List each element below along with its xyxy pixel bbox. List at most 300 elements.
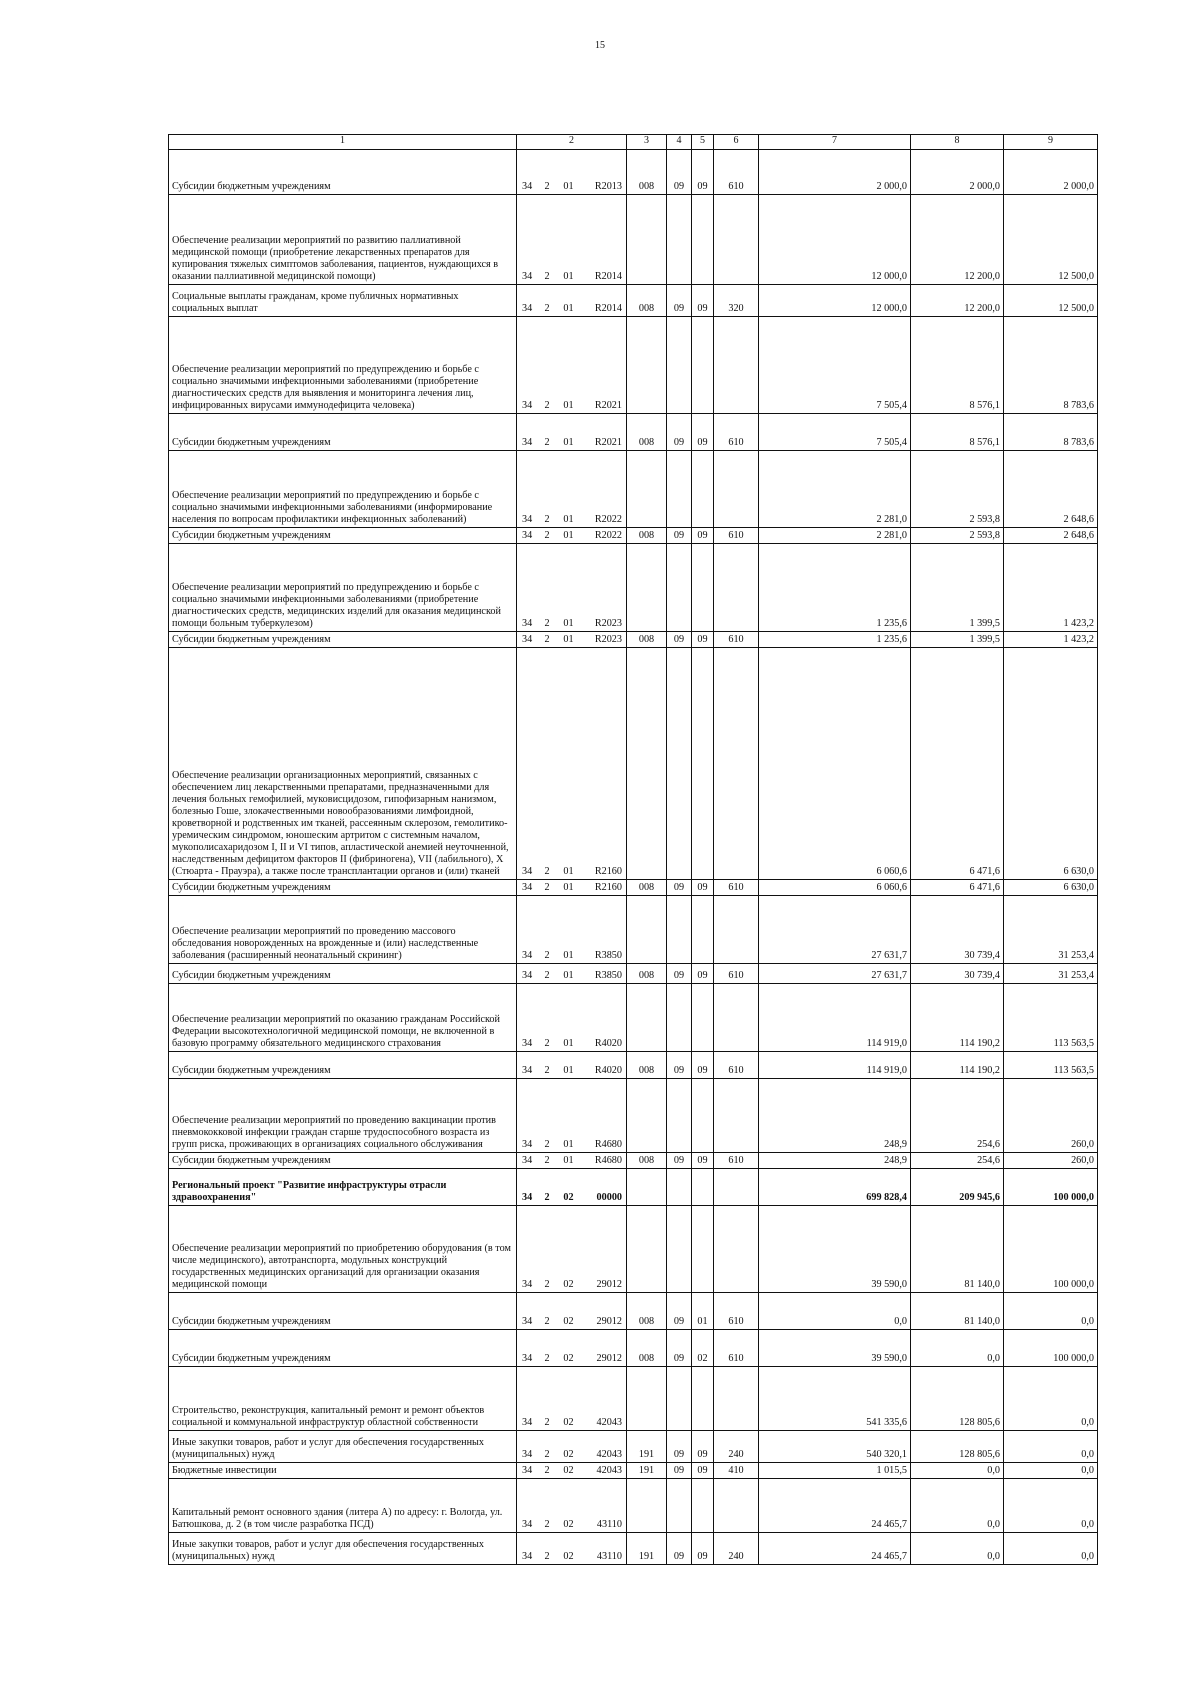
expense-type-cell: 320: [714, 285, 759, 317]
subsection-cell: [692, 544, 714, 632]
subsection-cell: [692, 984, 714, 1052]
budget-table: [168, 134, 1098, 1565]
table-row: [169, 964, 1098, 984]
code-direction-cell: R2022: [583, 451, 627, 528]
expense-type-cell: 610: [714, 632, 759, 648]
code-event-cell: 01: [555, 1153, 583, 1169]
amount-year1-cell: 2 281,0: [759, 451, 911, 528]
code-subprogram-cell: 2: [540, 1479, 555, 1533]
amount-year2-cell: 2 593,8: [911, 528, 1004, 544]
table-row: [169, 984, 1098, 1052]
amount-year2-cell: 8 576,1: [911, 414, 1004, 451]
expense-type-cell: 610: [714, 1052, 759, 1079]
ministry-cell: 008: [627, 285, 667, 317]
amount-year1-cell: 541 335,6: [759, 1367, 911, 1431]
amount-year3-cell: 8 783,6: [1004, 317, 1098, 414]
amount-year2-cell: 114 190,2: [911, 984, 1004, 1052]
code-subprogram-cell: 2: [540, 1169, 555, 1206]
amount-year2-cell: 1 399,5: [911, 632, 1004, 648]
code-direction-cell: R3850: [583, 964, 627, 984]
table-row: [169, 1079, 1098, 1153]
row-name-cell: Обеспечение реализации мероприятий по приобретению оборудования (в том числе медицинского), автотранспорта, модульных конструкций государственных медицинских организаций для организации оказания медицинской помощи: [169, 1206, 517, 1293]
amount-year1-cell: 27 631,7: [759, 896, 911, 964]
section-cell: [667, 648, 692, 880]
section-cell: [667, 1479, 692, 1533]
subsection-cell: 09: [692, 285, 714, 317]
code-subprogram-cell: 2: [540, 414, 555, 451]
ministry-cell: 008: [627, 150, 667, 195]
section-cell: [667, 1169, 692, 1206]
subsection-cell: [692, 896, 714, 964]
code-program-cell: 34: [517, 984, 540, 1052]
header-cell-9: 9: [1004, 135, 1098, 150]
code-direction-cell: R4020: [583, 984, 627, 1052]
amount-year3-cell: 113 563,5: [1004, 984, 1098, 1052]
expense-type-cell: [714, 1079, 759, 1153]
code-event-cell: 02: [555, 1533, 583, 1565]
amount-year2-cell: 1 399,5: [911, 544, 1004, 632]
code-direction-cell: R4020: [583, 1052, 627, 1079]
section-cell: 09: [667, 1293, 692, 1330]
code-event-cell: 02: [555, 1330, 583, 1367]
expense-type-cell: 610: [714, 1153, 759, 1169]
row-name-cell: Обеспечение реализации организационных мероприятий, связанных с обеспечением лиц лекарственными препаратами, предназначенными для лечения больных гемофилией, муковисцидозом, гипофизарным нанизмом, болезнью Гоше, злокачественными новообразованиями лимфоидной, кроветворной и родственных им тканей, рассеянным склерозом, гемолитико-уремическим синдромом, юношеским артритом с системным началом, мукополисахаридозом I, II и VI типов, апластической анемией неуточненной, наследственным дефицитом факторов II (фибриногена), VII (лабильного), X (Стюарта - Прауэра), а также после трансплантации органов и (или) тканей: [169, 648, 517, 880]
table-row: [169, 1463, 1098, 1479]
row-name-cell: Обеспечение реализации мероприятий по развитию паллиативной медицинской помощи (приобретение лекарственных препаратов для купирования тяжелых симптомов заболевания, пациентов, нуждающихся в оказании паллиативной медицинской помощи): [169, 195, 517, 285]
code-subprogram-cell: 2: [540, 1293, 555, 1330]
row-name-cell: Строительство, реконструкция, капитальный ремонт и ремонт объектов социальной и коммунальной инфраструктур областной собственности: [169, 1367, 517, 1431]
code-program-cell: 34: [517, 964, 540, 984]
amount-year2-cell: 254,6: [911, 1079, 1004, 1153]
code-direction-cell: R2160: [583, 880, 627, 896]
amount-year1-cell: 12 000,0: [759, 285, 911, 317]
amount-year2-cell: 30 739,4: [911, 896, 1004, 964]
section-cell: 09: [667, 414, 692, 451]
code-subprogram-cell: 2: [540, 1533, 555, 1565]
code-event-cell: 01: [555, 880, 583, 896]
row-name-cell: Субсидии бюджетным учреждениям: [169, 964, 517, 984]
code-direction-cell: R2014: [583, 285, 627, 317]
row-name-cell: Иные закупки товаров, работ и услуг для обеспечения государственных (муниципальных) нужд: [169, 1431, 517, 1463]
code-event-cell: 01: [555, 544, 583, 632]
ministry-cell: 191: [627, 1463, 667, 1479]
code-direction-cell: 42043: [583, 1463, 627, 1479]
code-subprogram-cell: 2: [540, 964, 555, 984]
row-name-cell: Обеспечение реализации мероприятий по проведению массового обследования новорожденных на врожденные и (или) наследственные заболевания (расширенный неонатальный скрининг): [169, 896, 517, 964]
amount-year2-cell: 0,0: [911, 1330, 1004, 1367]
table-row: [169, 1206, 1098, 1293]
code-direction-cell: R2022: [583, 528, 627, 544]
section-cell: 09: [667, 150, 692, 195]
table-row: [169, 648, 1098, 880]
code-event-cell: 02: [555, 1206, 583, 1293]
code-program-cell: 34: [517, 285, 540, 317]
ministry-cell: 191: [627, 1431, 667, 1463]
table-row: [169, 1169, 1098, 1206]
subsection-cell: 09: [692, 150, 714, 195]
subsection-cell: [692, 1367, 714, 1431]
row-name-cell: Субсидии бюджетным учреждениям: [169, 1293, 517, 1330]
amount-year3-cell: 1 423,2: [1004, 632, 1098, 648]
amount-year3-cell: 1 423,2: [1004, 544, 1098, 632]
ministry-cell: [627, 1367, 667, 1431]
code-subprogram-cell: 2: [540, 1431, 555, 1463]
section-cell: 09: [667, 1153, 692, 1169]
expense-type-cell: [714, 648, 759, 880]
code-event-cell: 01: [555, 528, 583, 544]
code-subprogram-cell: 2: [540, 1330, 555, 1367]
code-subprogram-cell: 2: [540, 632, 555, 648]
expense-type-cell: 610: [714, 964, 759, 984]
code-subprogram-cell: 2: [540, 544, 555, 632]
code-program-cell: 34: [517, 1169, 540, 1206]
code-direction-cell: R2021: [583, 317, 627, 414]
section-cell: 09: [667, 285, 692, 317]
amount-year1-cell: 540 320,1: [759, 1431, 911, 1463]
code-event-cell: 01: [555, 896, 583, 964]
expense-type-cell: 610: [714, 880, 759, 896]
section-cell: 09: [667, 880, 692, 896]
table-row: [169, 150, 1098, 195]
amount-year3-cell: 6 630,0: [1004, 648, 1098, 880]
code-direction-cell: R2021: [583, 414, 627, 451]
ministry-cell: 008: [627, 880, 667, 896]
code-program-cell: 34: [517, 1206, 540, 1293]
amount-year1-cell: 699 828,4: [759, 1169, 911, 1206]
code-program-cell: 34: [517, 1533, 540, 1565]
amount-year1-cell: 1 015,5: [759, 1463, 911, 1479]
section-cell: [667, 195, 692, 285]
amount-year1-cell: 7 505,4: [759, 317, 911, 414]
code-subprogram-cell: 2: [540, 648, 555, 880]
ministry-cell: 008: [627, 1153, 667, 1169]
amount-year2-cell: 6 471,6: [911, 648, 1004, 880]
code-direction-cell: R4680: [583, 1079, 627, 1153]
code-program-cell: 34: [517, 632, 540, 648]
table-row: [169, 1330, 1098, 1367]
ministry-cell: [627, 1206, 667, 1293]
code-event-cell: 01: [555, 648, 583, 880]
header-cell-5: 5: [692, 135, 714, 150]
code-program-cell: 34: [517, 1463, 540, 1479]
subsection-cell: [692, 1206, 714, 1293]
amount-year2-cell: 81 140,0: [911, 1206, 1004, 1293]
code-program-cell: 34: [517, 880, 540, 896]
code-direction-cell: R2023: [583, 544, 627, 632]
amount-year1-cell: 2 000,0: [759, 150, 911, 195]
subsection-cell: [692, 195, 714, 285]
expense-type-cell: 610: [714, 414, 759, 451]
amount-year3-cell: 113 563,5: [1004, 1052, 1098, 1079]
amount-year1-cell: 114 919,0: [759, 984, 911, 1052]
amount-year1-cell: 248,9: [759, 1153, 911, 1169]
ministry-cell: 008: [627, 528, 667, 544]
code-program-cell: 34: [517, 1293, 540, 1330]
code-subprogram-cell: 2: [540, 1153, 555, 1169]
expense-type-cell: [714, 1169, 759, 1206]
code-event-cell: 01: [555, 984, 583, 1052]
ministry-cell: [627, 195, 667, 285]
table-row: [169, 880, 1098, 896]
code-event-cell: 01: [555, 414, 583, 451]
amount-year1-cell: 1 235,6: [759, 544, 911, 632]
header-cell-2: 2: [517, 135, 627, 150]
amount-year1-cell: 0,0: [759, 1293, 911, 1330]
section-cell: 09: [667, 1533, 692, 1565]
subsection-cell: [692, 317, 714, 414]
row-name-cell: Обеспечение реализации мероприятий по оказанию гражданам Российской Федерации высокотехнологичной медицинской помощи, не включенной в базовую программу обязательного медицинского страхования: [169, 984, 517, 1052]
amount-year1-cell: 27 631,7: [759, 964, 911, 984]
amount-year2-cell: 2 000,0: [911, 150, 1004, 195]
code-subprogram-cell: 2: [540, 317, 555, 414]
amount-year3-cell: 100 000,0: [1004, 1169, 1098, 1206]
ministry-cell: [627, 451, 667, 528]
table-row: [169, 632, 1098, 648]
code-direction-cell: 43110: [583, 1479, 627, 1533]
header-cell-4: 4: [667, 135, 692, 150]
ministry-cell: [627, 984, 667, 1052]
amount-year3-cell: 260,0: [1004, 1079, 1098, 1153]
subsection-cell: [692, 1169, 714, 1206]
code-event-cell: 02: [555, 1431, 583, 1463]
code-subprogram-cell: 2: [540, 528, 555, 544]
code-program-cell: 34: [517, 150, 540, 195]
code-direction-cell: 00000: [583, 1169, 627, 1206]
expense-type-cell: [714, 544, 759, 632]
section-cell: [667, 1206, 692, 1293]
table-row: [169, 195, 1098, 285]
subsection-cell: 01: [692, 1293, 714, 1330]
row-name-cell: Субсидии бюджетным учреждениям: [169, 880, 517, 896]
row-name-cell: Обеспечение реализации мероприятий по предупреждению и борьбе с социально значимыми инфекционными заболеваниями (приобретение диагностических средств для выявления и мониторинга лечения лиц, инфицированных вирусами иммунодефицита человека): [169, 317, 517, 414]
header-cell-6: 6: [714, 135, 759, 150]
ministry-cell: 008: [627, 1330, 667, 1367]
code-program-cell: 34: [517, 648, 540, 880]
code-program-cell: 34: [517, 896, 540, 964]
amount-year1-cell: 248,9: [759, 1079, 911, 1153]
amount-year2-cell: 6 471,6: [911, 880, 1004, 896]
amount-year2-cell: 128 805,6: [911, 1367, 1004, 1431]
subsection-cell: [692, 648, 714, 880]
subsection-cell: 09: [692, 1052, 714, 1079]
amount-year2-cell: 81 140,0: [911, 1293, 1004, 1330]
code-event-cell: 02: [555, 1463, 583, 1479]
ministry-cell: [627, 1479, 667, 1533]
amount-year3-cell: 100 000,0: [1004, 1206, 1098, 1293]
amount-year1-cell: 114 919,0: [759, 1052, 911, 1079]
code-subprogram-cell: 2: [540, 1367, 555, 1431]
section-cell: 09: [667, 1431, 692, 1463]
code-event-cell: 01: [555, 451, 583, 528]
code-direction-cell: R2014: [583, 195, 627, 285]
amount-year2-cell: 12 200,0: [911, 195, 1004, 285]
amount-year2-cell: 0,0: [911, 1463, 1004, 1479]
code-event-cell: 02: [555, 1479, 583, 1533]
code-program-cell: 34: [517, 451, 540, 528]
amount-year2-cell: 2 593,8: [911, 451, 1004, 528]
code-program-cell: 34: [517, 528, 540, 544]
code-direction-cell: R2160: [583, 648, 627, 880]
code-program-cell: 34: [517, 317, 540, 414]
table-row: [169, 1479, 1098, 1533]
subsection-cell: [692, 451, 714, 528]
section-cell: 09: [667, 632, 692, 648]
ministry-cell: 008: [627, 964, 667, 984]
code-direction-cell: 43110: [583, 1533, 627, 1565]
amount-year1-cell: 12 000,0: [759, 195, 911, 285]
amount-year1-cell: 2 281,0: [759, 528, 911, 544]
table-row: [169, 1052, 1098, 1079]
header-cell-8: 8: [911, 135, 1004, 150]
code-program-cell: 34: [517, 1431, 540, 1463]
expense-type-cell: [714, 195, 759, 285]
ministry-cell: 191: [627, 1533, 667, 1565]
amount-year3-cell: 0,0: [1004, 1533, 1098, 1565]
subsection-cell: 09: [692, 1533, 714, 1565]
section-cell: 09: [667, 528, 692, 544]
expense-type-cell: 610: [714, 1293, 759, 1330]
code-subprogram-cell: 2: [540, 1052, 555, 1079]
table-row: [169, 414, 1098, 451]
table-row: [169, 1293, 1098, 1330]
expense-type-cell: [714, 896, 759, 964]
code-event-cell: 01: [555, 285, 583, 317]
amount-year3-cell: 0,0: [1004, 1431, 1098, 1463]
table-row: [169, 317, 1098, 414]
table-row: [169, 1153, 1098, 1169]
section-cell: [667, 984, 692, 1052]
expense-type-cell: 240: [714, 1431, 759, 1463]
row-name-cell: Бюджетные инвестиции: [169, 1463, 517, 1479]
section-cell: [667, 896, 692, 964]
code-event-cell: 01: [555, 317, 583, 414]
subsection-cell: [692, 1079, 714, 1153]
code-subprogram-cell: 2: [540, 150, 555, 195]
expense-type-cell: [714, 317, 759, 414]
amount-year2-cell: 128 805,6: [911, 1431, 1004, 1463]
amount-year3-cell: 31 253,4: [1004, 896, 1098, 964]
subsection-cell: 09: [692, 880, 714, 896]
code-program-cell: 34: [517, 544, 540, 632]
code-subprogram-cell: 2: [540, 285, 555, 317]
section-cell: [667, 451, 692, 528]
subsection-cell: 09: [692, 414, 714, 451]
amount-year3-cell: 6 630,0: [1004, 880, 1098, 896]
row-name-cell: Субсидии бюджетным учреждениям: [169, 528, 517, 544]
amount-year3-cell: 0,0: [1004, 1463, 1098, 1479]
amount-year3-cell: 2 648,6: [1004, 451, 1098, 528]
row-name-cell: Обеспечение реализации мероприятий по проведению вакцинации против пневмококковой инфекции граждан старше трудоспособного возраста из групп риска, проживающих в организациях социального обслуживания: [169, 1079, 517, 1153]
code-program-cell: 34: [517, 1052, 540, 1079]
header-cell-1: 1: [169, 135, 517, 150]
ministry-cell: 008: [627, 1293, 667, 1330]
code-program-cell: 34: [517, 1330, 540, 1367]
code-direction-cell: R2023: [583, 632, 627, 648]
subsection-cell: 09: [692, 1463, 714, 1479]
amount-year2-cell: 12 200,0: [911, 285, 1004, 317]
expense-type-cell: [714, 451, 759, 528]
section-cell: [667, 544, 692, 632]
amount-year3-cell: 8 783,6: [1004, 414, 1098, 451]
code-direction-cell: R3850: [583, 896, 627, 964]
expense-type-cell: 610: [714, 528, 759, 544]
code-program-cell: 34: [517, 1153, 540, 1169]
section-cell: [667, 317, 692, 414]
ministry-cell: 008: [627, 632, 667, 648]
code-event-cell: 01: [555, 1052, 583, 1079]
code-program-cell: 34: [517, 1079, 540, 1153]
amount-year1-cell: 7 505,4: [759, 414, 911, 451]
code-program-cell: 34: [517, 1367, 540, 1431]
section-cell: [667, 1079, 692, 1153]
code-subprogram-cell: 2: [540, 896, 555, 964]
subsection-cell: 09: [692, 528, 714, 544]
amount-year1-cell: 6 060,6: [759, 880, 911, 896]
code-event-cell: 01: [555, 964, 583, 984]
amount-year3-cell: 0,0: [1004, 1293, 1098, 1330]
table-row: [169, 528, 1098, 544]
code-program-cell: 34: [517, 195, 540, 285]
amount-year3-cell: 31 253,4: [1004, 964, 1098, 984]
amount-year2-cell: 30 739,4: [911, 964, 1004, 984]
amount-year1-cell: 1 235,6: [759, 632, 911, 648]
code-program-cell: 34: [517, 1479, 540, 1533]
amount-year3-cell: 100 000,0: [1004, 1330, 1098, 1367]
code-event-cell: 02: [555, 1169, 583, 1206]
code-subprogram-cell: 2: [540, 1079, 555, 1153]
code-event-cell: 02: [555, 1367, 583, 1431]
table-row: [169, 896, 1098, 964]
row-name-cell: Субсидии бюджетным учреждениям: [169, 1153, 517, 1169]
ministry-cell: [627, 1169, 667, 1206]
code-subprogram-cell: 2: [540, 984, 555, 1052]
expense-type-cell: 240: [714, 1533, 759, 1565]
row-name-cell: Субсидии бюджетным учреждениям: [169, 1052, 517, 1079]
code-event-cell: 01: [555, 150, 583, 195]
table-row: [169, 1533, 1098, 1565]
code-direction-cell: 29012: [583, 1330, 627, 1367]
amount-year3-cell: 260,0: [1004, 1153, 1098, 1169]
code-direction-cell: R2013: [583, 150, 627, 195]
ministry-cell: [627, 1079, 667, 1153]
amount-year1-cell: 39 590,0: [759, 1330, 911, 1367]
amount-year2-cell: 0,0: [911, 1479, 1004, 1533]
row-name-cell: Иные закупки товаров, работ и услуг для обеспечения государственных (муниципальных) нужд: [169, 1533, 517, 1565]
amount-year2-cell: 0,0: [911, 1533, 1004, 1565]
code-event-cell: 02: [555, 1293, 583, 1330]
ministry-cell: [627, 544, 667, 632]
row-name-cell: Обеспечение реализации мероприятий по предупреждению и борьбе с социально значимыми инфекционными заболеваниями (информирование населения по вопросам профилактики инфекционных заболеваний): [169, 451, 517, 528]
code-subprogram-cell: 2: [540, 195, 555, 285]
section-cell: 09: [667, 1463, 692, 1479]
code-direction-cell: R4680: [583, 1153, 627, 1169]
row-name-cell: Субсидии бюджетным учреждениям: [169, 150, 517, 195]
subsection-cell: 02: [692, 1330, 714, 1367]
ministry-cell: [627, 896, 667, 964]
code-direction-cell: 42043: [583, 1431, 627, 1463]
expense-type-cell: [714, 984, 759, 1052]
table-row: [169, 1367, 1098, 1431]
amount-year3-cell: 0,0: [1004, 1367, 1098, 1431]
subsection-cell: 09: [692, 632, 714, 648]
expense-type-cell: 610: [714, 1330, 759, 1367]
section-cell: 09: [667, 1330, 692, 1367]
amount-year1-cell: 24 465,7: [759, 1533, 911, 1565]
amount-year2-cell: 8 576,1: [911, 317, 1004, 414]
amount-year2-cell: 254,6: [911, 1153, 1004, 1169]
row-name-cell: Субсидии бюджетным учреждениям: [169, 1330, 517, 1367]
amount-year1-cell: 24 465,7: [759, 1479, 911, 1533]
